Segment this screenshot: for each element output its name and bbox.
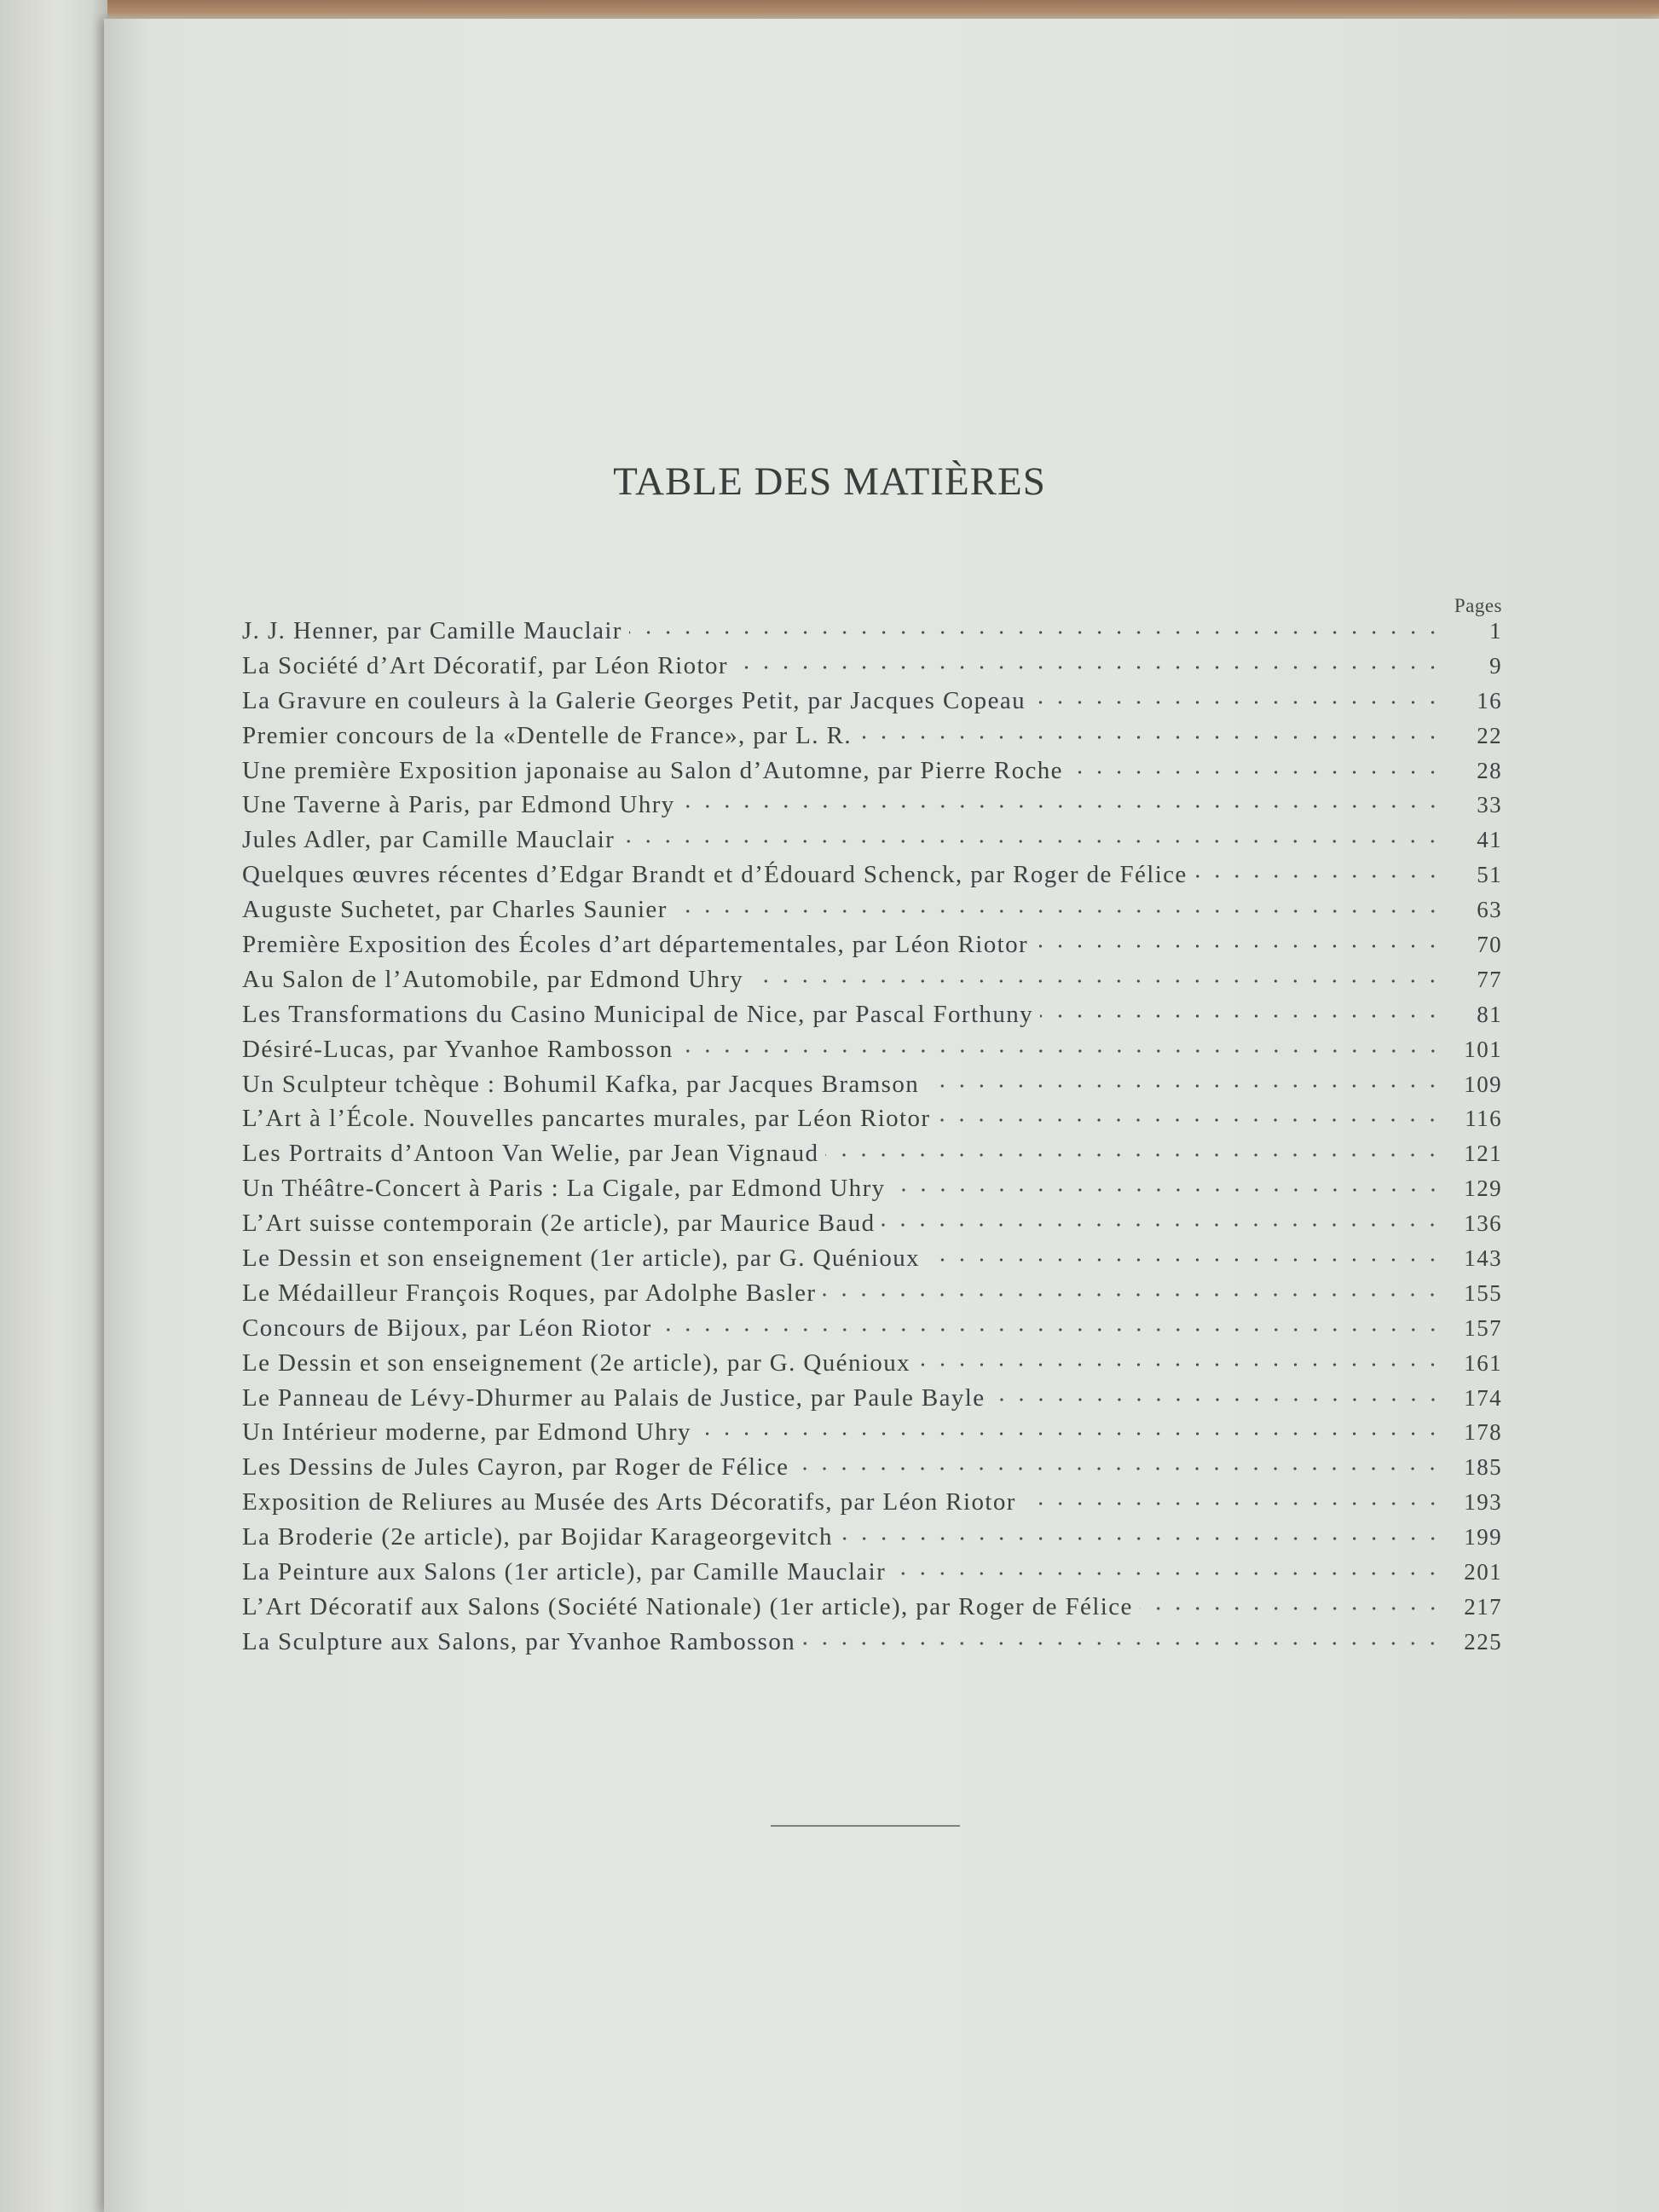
toc-entry-page: 16: [1477, 687, 1502, 713]
toc-entry-page: 129: [1464, 1175, 1502, 1202]
dot-leader: [840, 1536, 1442, 1541]
toc-entry-title: Une première Exposition japonaise au Salon d’Automne, par Pierre Roche: [242, 756, 1063, 784]
toc-entry: [242, 757, 1502, 792]
dot-leader: [795, 1466, 1442, 1471]
toc-entry: [242, 1384, 1502, 1419]
toc-entry-page: 9: [1489, 652, 1502, 679]
toc-entry-title: Auguste Suchetet, par Charles Saunier: [242, 896, 668, 924]
dot-leader: [802, 1641, 1442, 1646]
dot-leader: [680, 1048, 1442, 1054]
dot-leader: [674, 909, 1442, 914]
toc-entry-title: L’Art Décoratif aux Salons (Société Nationale) (1er article), par Roger de Félice: [242, 1592, 1133, 1620]
toc-entry-title: Exposition de Reliures au Musée des Arts Décoratifs, par Léon Riotor: [242, 1488, 1016, 1516]
dot-leader: [825, 1152, 1442, 1158]
left-page-edge: [0, 0, 107, 2212]
toc-entry-title: Une Taverne à Paris, par Edmond Uhry: [242, 791, 675, 819]
toc-entry-page: 101: [1464, 1036, 1502, 1062]
toc-entry: [242, 861, 1502, 896]
toc-entry-title: Le Dessin et son enseignement (2e article), par G. Quénioux: [242, 1349, 911, 1377]
dot-leader: [927, 1257, 1442, 1262]
dot-leader: [882, 1222, 1442, 1227]
toc-entry: [242, 1314, 1502, 1349]
toc-entry: [242, 1001, 1502, 1036]
toc-entry: [242, 791, 1502, 826]
toc-entry-page: 70: [1477, 932, 1502, 958]
toc-entry-page: 77: [1477, 966, 1502, 992]
toc-entry: [242, 1279, 1502, 1314]
toc-entry-page: 116: [1465, 1106, 1502, 1132]
toc-entry-page: 22: [1477, 722, 1502, 748]
table-surface: [0, 0, 1659, 20]
toc-entry-title: Le Dessin et son enseignement (1er article), par G. Quénioux: [242, 1245, 921, 1273]
toc-entry-title: Concours de Bijoux, par Léon Riotor: [242, 1314, 652, 1342]
toc-entry-title: La Gravure en couleurs à la Galerie Georges Petit, par Jacques Copeau: [242, 686, 1026, 714]
toc-entry-title: Les Portraits d’Antoon Van Welie, par Jean Vignaud: [242, 1140, 819, 1168]
toc-entry: [242, 1453, 1502, 1488]
toc-entry: [242, 1245, 1502, 1279]
dot-leader: [750, 979, 1442, 984]
toc-entry-title: La Broderie (2e article), par Bojidar Karageorgevitch: [242, 1523, 833, 1551]
dot-leader: [629, 630, 1442, 635]
toc-entry-page: 185: [1464, 1454, 1502, 1481]
toc-entry: [242, 1523, 1502, 1558]
toc-entry: [242, 1349, 1502, 1384]
dot-leader: [1070, 770, 1442, 775]
dot-leader: [858, 735, 1442, 740]
dot-leader: [1194, 874, 1442, 879]
dot-leader: [893, 1571, 1442, 1576]
dot-leader: [992, 1397, 1442, 1402]
toc-entry: [242, 722, 1502, 757]
toc-entry-title: Le Panneau de Lévy-Dhurmer au Palais de Justice, par Paule Bayle: [242, 1383, 986, 1412]
toc-entry: [242, 1558, 1502, 1593]
toc-entry-title: Un Intérieur moderne, par Edmond Uhry: [242, 1418, 691, 1447]
toc-entry-page: 201: [1464, 1559, 1502, 1585]
toc-entry-title: L’Art suisse contemporain (2e article), par Maurice Baud: [242, 1210, 876, 1238]
toc-entry-title: Quelques œuvres récentes d’Edgar Brandt et d’Édouard Schenck, par Roger de Félice: [242, 861, 1188, 889]
toc-entry-title: Les Transformations du Casino Municipal de Nice, par Pascal Forthuny: [242, 1000, 1034, 1028]
toc-entry-page: 199: [1464, 1524, 1502, 1551]
toc-entry-page: 157: [1464, 1314, 1502, 1341]
toc-entry-page: 161: [1464, 1349, 1502, 1376]
toc-entry: [242, 1140, 1502, 1175]
toc-entry: [242, 1105, 1502, 1140]
toc-entry-title: La Sculpture aux Salons, par Yvanhoe Rambosson: [242, 1627, 796, 1655]
dot-leader: [621, 839, 1442, 844]
toc-entry-page: 33: [1477, 792, 1502, 818]
toc-entry-page: 155: [1464, 1279, 1502, 1306]
toc-entry: [242, 1488, 1502, 1523]
toc-entry: [242, 826, 1502, 861]
toc-entry: [242, 1036, 1502, 1071]
toc-entry: [242, 896, 1502, 931]
dot-leader: [698, 1431, 1442, 1436]
toc-entry: [242, 617, 1502, 652]
toc-entry-title: Jules Adler, par Camille Mauclair: [242, 826, 616, 854]
toc-entry-page: 109: [1464, 1071, 1502, 1097]
dot-leader: [1040, 1014, 1442, 1019]
toc-entry: [242, 1418, 1502, 1453]
toc-entry-title: Un Sculpteur tchèque : Bohumil Kafka, par Jacques Bramson: [242, 1070, 920, 1098]
toc-entry-page: 225: [1464, 1628, 1502, 1655]
toc-entry-title: L’Art à l’École. Nouvelles pancartes murales, par Léon Riotor: [242, 1105, 931, 1133]
dot-leader: [1032, 700, 1442, 705]
toc-entry: [242, 1593, 1502, 1628]
toc-entry-title: Le Médailleur François Roques, par Adolphe Basler: [242, 1279, 817, 1307]
toc-entry-page: 63: [1477, 897, 1502, 923]
toc-entry-page: 28: [1477, 757, 1502, 783]
toc-entry-title: Désiré-Lucas, par Yvanhoe Rambosson: [242, 1035, 673, 1063]
dot-leader: [735, 665, 1442, 670]
divider-rule: [771, 1825, 960, 1827]
dot-leader: [926, 1083, 1442, 1089]
toc-entry-title: Premier concours de la «Dentelle de France», par L. R.: [242, 721, 852, 749]
dot-leader: [823, 1292, 1442, 1297]
dot-leader: [682, 804, 1442, 809]
toc-entry: [242, 1071, 1502, 1106]
dot-leader: [1023, 1501, 1442, 1506]
pages-column-label: Pages: [1454, 595, 1502, 616]
toc-entry-page: 121: [1464, 1141, 1502, 1167]
toc-entry: [242, 1210, 1502, 1245]
toc-entry-title: Un Théâtre-Concert à Paris : La Cigale, par Edmond Uhry: [242, 1175, 886, 1203]
toc-entry-page: 174: [1464, 1384, 1502, 1411]
toc-entry: [242, 931, 1502, 966]
toc-entry-page: 81: [1477, 1001, 1502, 1027]
toc-entry: [242, 687, 1502, 722]
page-title: TABLE DES MATIÈRES: [613, 459, 1046, 504]
toc-entry-title: La Peinture aux Salons (1er article), par Camille Mauclair: [242, 1558, 887, 1586]
toc-entry-page: 51: [1477, 862, 1502, 888]
toc-entry-title: Première Exposition des Écoles d’art départementales, par Léon Riotor: [242, 931, 1029, 959]
dot-leader: [917, 1362, 1442, 1367]
toc-entry-page: 1: [1489, 618, 1502, 644]
dot-leader: [937, 1118, 1442, 1123]
toc-entry-page: 136: [1464, 1210, 1502, 1237]
toc-entry-title: Au Salon de l’Automobile, par Edmond Uhry: [242, 965, 744, 993]
dot-leader: [1035, 944, 1442, 949]
toc-entry-title: La Société d’Art Décoratif, par Léon Riotor: [242, 651, 728, 679]
toc-entry-page: 217: [1464, 1593, 1502, 1620]
toc-entry-page: 193: [1464, 1489, 1502, 1516]
toc-entry: [242, 652, 1502, 687]
toc-entry-title: J. J. Henner, par Camille Mauclair: [242, 617, 622, 644]
dot-leader: [659, 1327, 1442, 1332]
table-of-contents: [242, 617, 1502, 1663]
toc-entry-page: 143: [1464, 1245, 1502, 1272]
toc-entry-page: 41: [1477, 827, 1502, 853]
dot-leader: [1140, 1606, 1442, 1611]
toc-entry-page: 178: [1464, 1419, 1502, 1446]
toc-entry-title: Les Dessins de Jules Cayron, par Roger de Félice: [242, 1453, 789, 1481]
toc-entry: [242, 1628, 1502, 1663]
dot-leader: [893, 1187, 1442, 1193]
toc-entry: [242, 966, 1502, 1001]
toc-entry: [242, 1175, 1502, 1210]
